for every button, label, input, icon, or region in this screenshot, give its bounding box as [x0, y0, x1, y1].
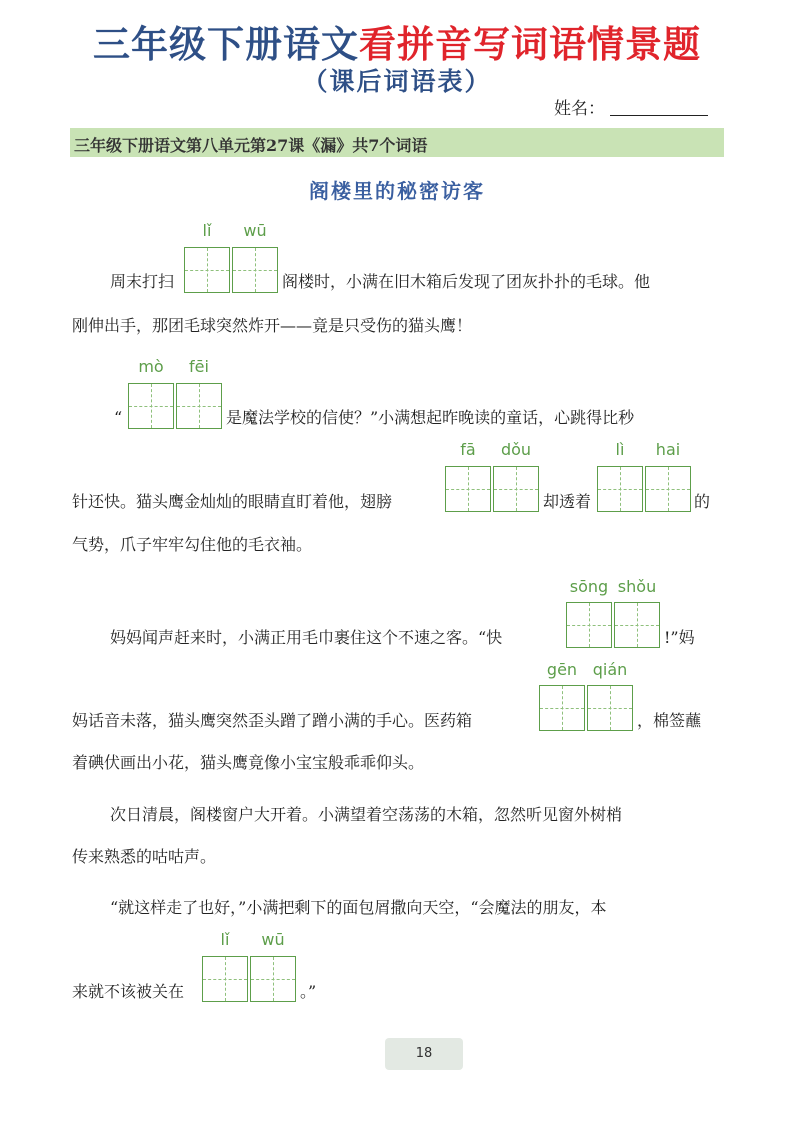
text-line: 。”	[300, 982, 317, 1001]
writing-grid[interactable]	[202, 956, 298, 1002]
pinyin-label: wū	[243, 221, 267, 240]
writing-cell[interactable]	[493, 466, 539, 512]
text-line: 妈话音未落，猫头鹰突然歪头蹭了蹭小满的手心。医药箱	[72, 711, 473, 730]
text-line: ，棉签蘸	[637, 711, 702, 730]
text-line: 的	[694, 492, 711, 511]
writing-cell[interactable]	[445, 466, 491, 512]
writing-cell[interactable]	[539, 685, 585, 731]
pinyin-label: dǒu	[500, 440, 532, 459]
name-label: 姓名：	[554, 99, 605, 119]
pinyin-label: lǐ	[202, 221, 212, 240]
pinyin-label: fā	[460, 440, 476, 459]
writing-cell[interactable]	[176, 383, 222, 429]
writing-grid[interactable]	[128, 383, 224, 429]
text-line: “	[114, 408, 123, 427]
writing-cell[interactable]	[202, 956, 248, 1002]
text-line: 气势，爪子牢牢勾住他的毛衣袖。	[72, 535, 313, 554]
text-line: 着碘伏画出小花，猫头鹰竟像小宝宝般乖乖仰头。	[72, 753, 425, 772]
writing-cell[interactable]	[566, 602, 612, 648]
text-line: 次日清晨，阁楼窗户大开着。小满望着空荡荡的木箱，忽然听见窗外树梢	[110, 805, 623, 824]
text-line: 传来熟悉的咕咕声。	[72, 847, 217, 866]
text-line: 妈妈闻声赶来时，小满正用毛巾裹住这个不速之客。“快	[110, 628, 503, 647]
writing-cell[interactable]	[587, 685, 633, 731]
writing-cell[interactable]	[645, 466, 691, 512]
pinyin-label: lì	[615, 440, 625, 459]
pinyin-label: shǒu	[617, 577, 657, 596]
pinyin-label: hai	[655, 440, 681, 459]
writing-grid[interactable]	[445, 466, 541, 512]
writing-grid[interactable]	[597, 466, 693, 512]
text-line: “就这样走了也好，”小满把剩下的面包屑撒向天空，“会魔法的朋友，本	[110, 898, 607, 917]
text-line: 周末打扫	[110, 272, 175, 291]
subtitle: （课后词语表）	[302, 67, 492, 96]
text-line: 来就不该被关在	[72, 982, 185, 1001]
page-title	[0, 14, 794, 68]
writing-cell[interactable]	[597, 466, 643, 512]
pinyin-label: qián	[592, 660, 628, 679]
pinyin-label: lǐ	[220, 930, 230, 949]
writing-cell[interactable]	[614, 602, 660, 648]
title-red-part: 看拼音写词语情景题	[359, 23, 701, 66]
lesson-banner	[70, 128, 724, 157]
lesson-banner-text: 三年级下册语文第八单元第27课《漏》共7个词语	[74, 136, 428, 155]
pinyin-label: sōng	[569, 577, 609, 596]
text-line: !”妈	[664, 628, 695, 647]
title-blue-part: 三年级下册语文	[93, 23, 359, 66]
text-line: 阁楼时，小满在旧木箱后发现了团灰扑扑的毛球。他	[282, 272, 651, 291]
writing-cell[interactable]	[250, 956, 296, 1002]
story-title: 阁楼里的秘密访客	[309, 179, 485, 203]
text-line: 刚伸出手，那团毛球突然炸开——竟是只受伤的猫头鹰！	[72, 316, 473, 335]
name-blank-line	[610, 115, 708, 116]
text-line: 针还快。猫头鹰金灿灿的眼睛直盯着他，翅膀	[72, 492, 393, 511]
page-number: 18	[385, 1038, 463, 1070]
pinyin-label: wū	[261, 930, 285, 949]
text-line: 却透着	[543, 492, 592, 511]
writing-grid[interactable]	[566, 602, 662, 648]
text-line: 是魔法学校的信使？”小满想起昨晚读的童话，心跳得比秒	[226, 408, 635, 427]
pinyin-label: mò	[138, 357, 164, 376]
writing-cell[interactable]	[128, 383, 174, 429]
pinyin-label: gēn	[546, 660, 578, 679]
writing-grid[interactable]	[539, 685, 635, 731]
pinyin-label: fēi	[189, 357, 209, 376]
